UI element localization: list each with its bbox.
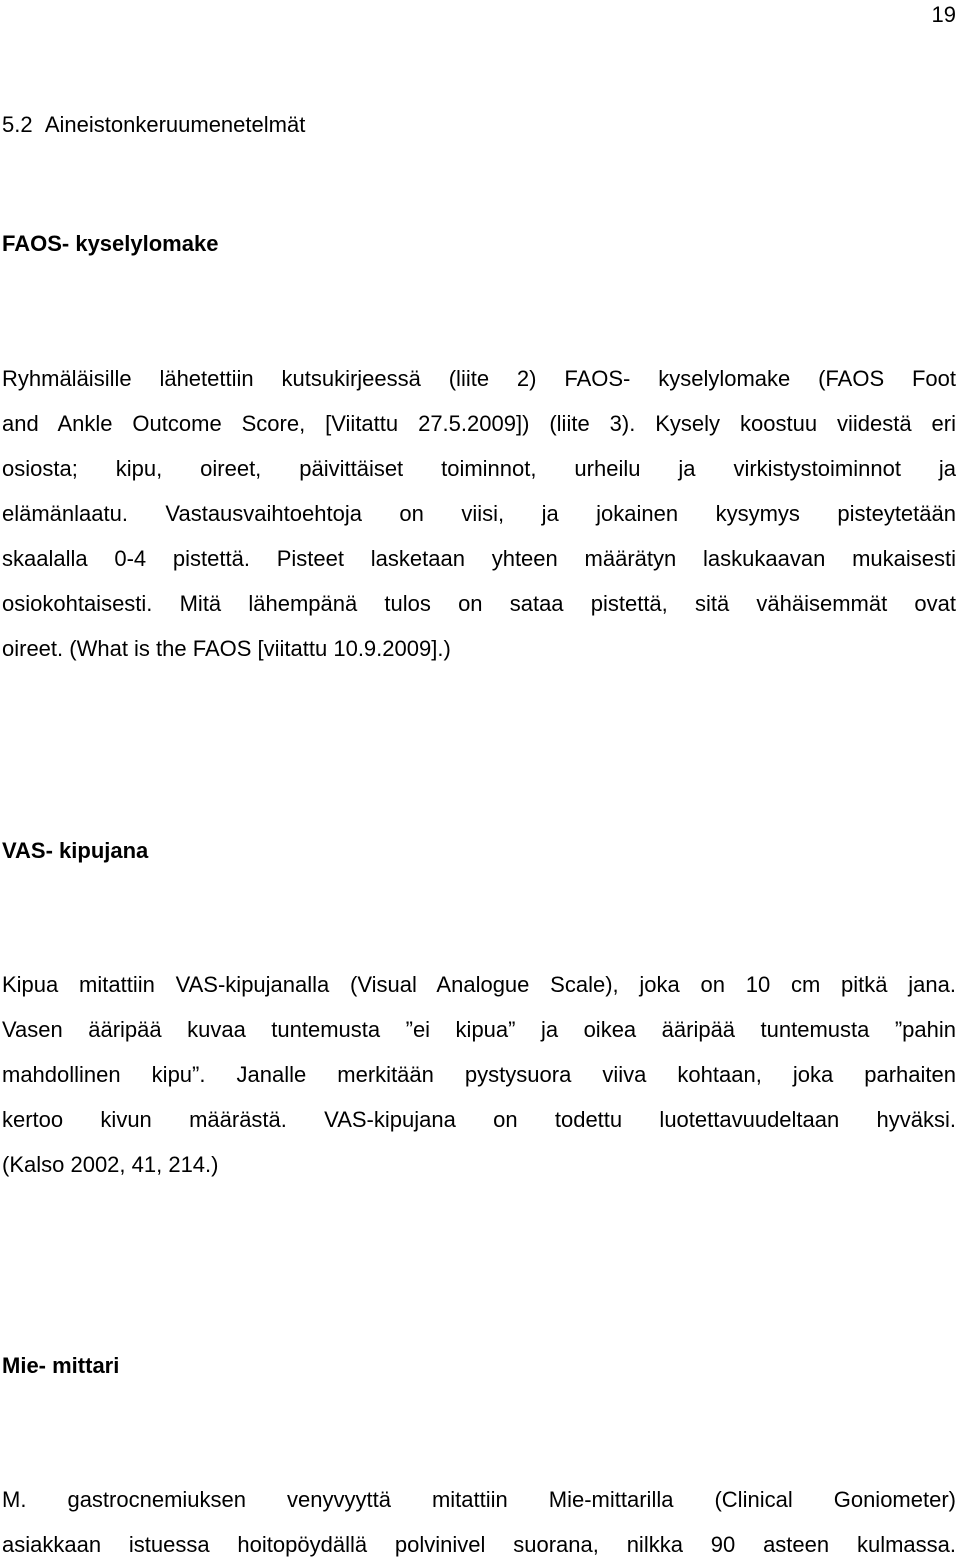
vas-heading: VAS- kipujana xyxy=(2,838,149,863)
page-number: 19 xyxy=(931,2,956,27)
faos-line-6: osiokohtaisesti. Mitä lähempänä tulos on sataa pistettä, sitä vähäisemmät ovat xyxy=(2,591,956,616)
faos-line-3: osiosta; kipu, oireet, päivittäiset toiminnot, urheilu ja virkistystoiminnot ja xyxy=(2,456,956,481)
section-title: Aineistonkeruumenetelmät xyxy=(44,112,306,137)
vas-line-3: mahdollinen kipu”. Janalle merkitään pystysuora viiva kohtaan, joka parhaiten xyxy=(2,1062,956,1087)
mie-line-1: M. gastrocnemiuksen venyvyyttä mitattiin Mie-mittarilla (Clinical Goniometer) xyxy=(2,1487,956,1512)
vas-line-2: Vasen ääripää kuvaa tuntemusta ”ei kipua” ja oikea ääripää tuntemusta ”pahin xyxy=(2,1017,956,1042)
faos-line-4: elämänlaatu. Vastausvaihtoehtoja on viisi, ja jokainen kysymys pisteytetään xyxy=(2,501,956,526)
faos-heading: FAOS- kyselylomake xyxy=(2,231,219,256)
mie-line-2: asiakkaan istuessa hoitopöydällä polvinivel suorana, nilkka 90 asteen kulmassa. xyxy=(2,1532,956,1557)
section-number: 5.2 xyxy=(2,112,33,137)
mie-heading: Mie- mittari xyxy=(2,1353,120,1378)
vas-line-5: (Kalso 2002, 41, 214.) xyxy=(2,1152,219,1177)
faos-line-1: Ryhmäläisille lähetettiin kutsukirjeessä (liite 2) FAOS- kyselylomake (FAOS Foot xyxy=(2,366,956,391)
faos-line-5: skaalalla 0-4 pistettä. Pisteet lasketaan yhteen määrätyn laskukaavan mukaisesti xyxy=(2,546,956,571)
vas-line-1: Kipua mitattiin VAS-kipujanalla (Visual Analogue Scale), joka on 10 cm pitkä jana. xyxy=(2,972,956,997)
faos-line-2: and Ankle Outcome Score, [Viitattu 27.5.2009]) (liite 3). Kysely koostuu viidestä eri xyxy=(2,411,956,436)
section-heading xyxy=(2,112,305,138)
vas-line-4: kertoo kivun määrästä. VAS-kipujana on todettu luotettavuudeltaan hyväksi. xyxy=(2,1107,956,1132)
faos-line-7: oireet. (What is the FAOS [viitattu 10.9.2009].) xyxy=(2,636,451,661)
